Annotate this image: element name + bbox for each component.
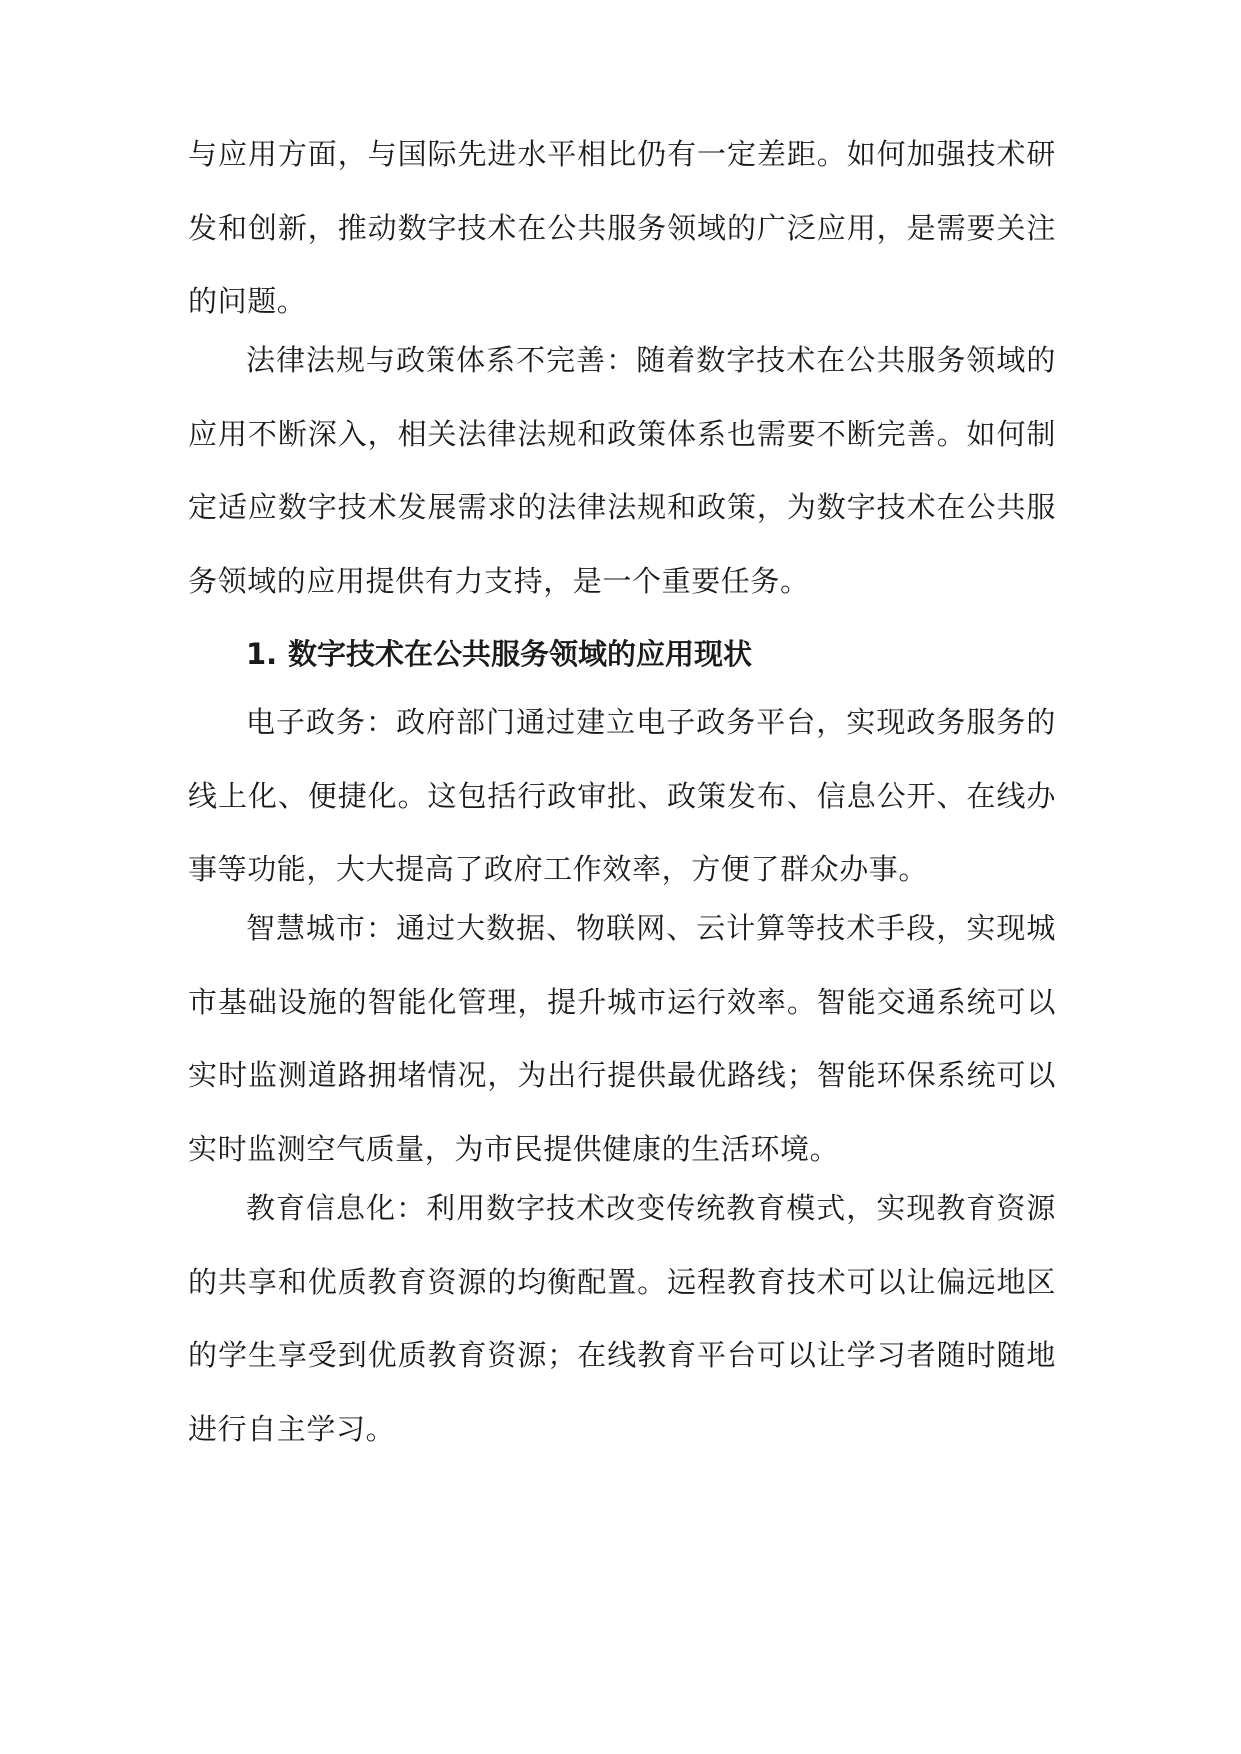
paragraph-e-government: 电子政务：政府部门通过建立电子政务平台，实现政务服务的线上化、便捷化。这包括行政审批、政策发布、信息公开、在线办事等功能，大大提高了政府工作效率，方便了群众办事。 xyxy=(188,705,1056,886)
paragraph-smart-city: 智慧城市：通过大数据、物联网、云计算等技术手段，实现城市基础设施的智能化管理，提升城市运行效率。智能交通系统可以实时监测道路拥堵情况，为出行提供最优路线；智能环保系统可以实时监测空气质量，为市民提供健康的生活环境。 xyxy=(188,911,1056,1166)
paragraph-legal-policy: 法律法规与政策体系不完善：随着数字技术在公共服务领域的应用不断深入，相关法律法规和政策体系也需要不断完善。如何制定适应数字技术发展需求的法律法规和政策，为数字技术在公共服务领域的应用提供有力支持，是一个重要任务。 xyxy=(188,343,1056,598)
section-heading xyxy=(246,618,1056,692)
section-heading-number: 1. xyxy=(246,637,278,671)
section-heading-text: 数字技术在公共服务领域的应用现状 xyxy=(288,637,753,671)
paragraph-technology-gap: 与应用方面，与国际先进水平相比仍有一定差距。如何加强技术研发和创新，推动数字技术在公共服务领域的广泛应用，是需要关注的问题。 xyxy=(188,137,1056,318)
paragraph-education-informatization: 教育信息化：利用数字技术改变传统教育模式，实现教育资源的共享和优质教育资源的均衡配置。远程教育技术可以让偏远地区的学生享受到优质教育资源；在线教育平台可以让学习者随时随地进行自主学习。 xyxy=(188,1191,1056,1446)
